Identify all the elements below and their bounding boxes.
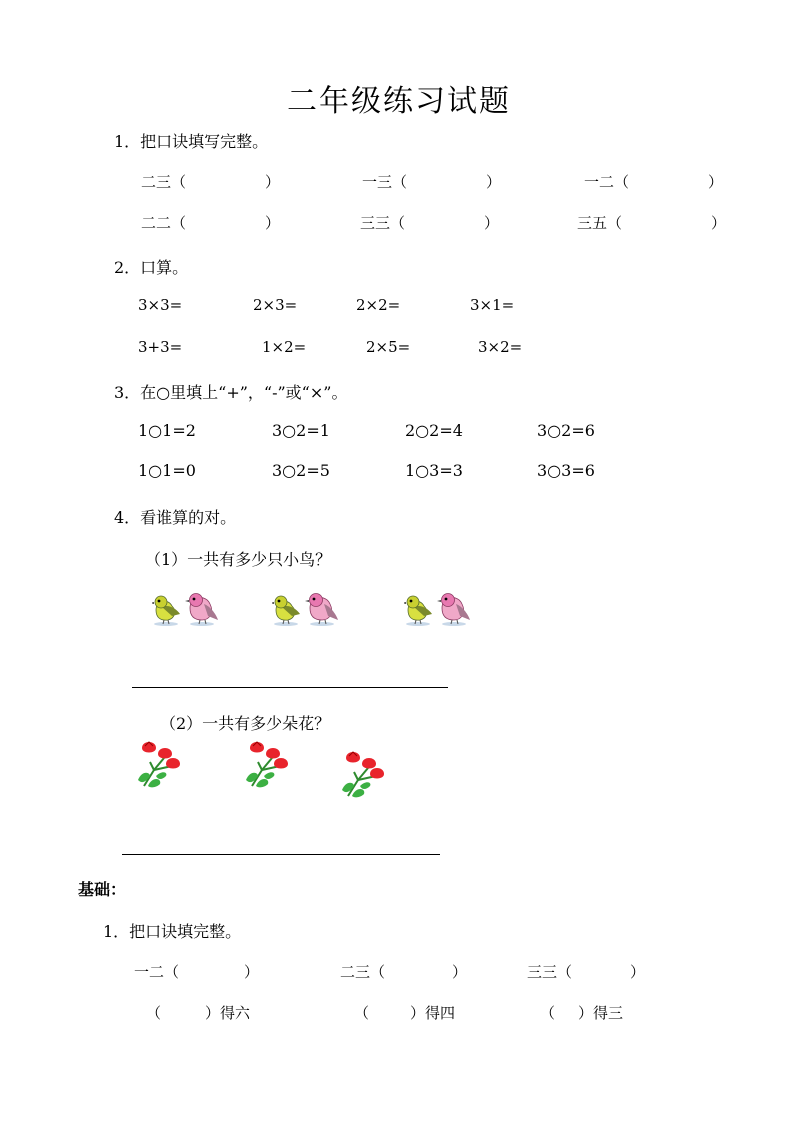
- basic-r1-item3: 三三（: [527, 963, 573, 981]
- q3-r1-item3: 2○2=4: [405, 421, 463, 440]
- answer-line-flowers[interactable]: [122, 854, 440, 855]
- q3-heading: 3．在○里填上“+”，“-”或“×”。: [114, 383, 348, 402]
- bird-group-2: [272, 590, 342, 630]
- q3-r2-item3: 1○3=3: [405, 461, 463, 480]
- page-title: 二年级练习试题: [287, 84, 511, 119]
- q2-r1-item4: 3×1=: [470, 296, 515, 314]
- q1-r2-close1: ）: [265, 214, 281, 232]
- q1-r1-close2: ）: [486, 173, 502, 191]
- q1-r2-close2: ）: [484, 214, 500, 232]
- basic-r1-close1: ）: [244, 963, 260, 981]
- q1-r2-item2: 三三（: [360, 214, 406, 232]
- flower-bunch-2: [244, 740, 290, 790]
- q1-r1-close1: ）: [265, 173, 281, 191]
- q1-r2-item1: 二二（: [141, 214, 187, 232]
- bird-group-1: [152, 590, 222, 630]
- q3-r2-item4: 3○3=6: [537, 461, 595, 480]
- answer-line-birds[interactable]: [132, 687, 448, 688]
- basic-r2-item2: ）得四: [410, 1004, 456, 1022]
- q2-r2-item3: 2×5=: [366, 338, 411, 356]
- basic-r1-item2: 二三（: [340, 963, 386, 981]
- q1-r1-item1: 二三（: [141, 173, 187, 191]
- q3-r2-item2: 3○2=5: [272, 461, 330, 480]
- q3-r1-item1: 1○1=2: [138, 421, 196, 440]
- q1-r2-item3: 三五（: [577, 214, 623, 232]
- q2-r1-item2: 2×3=: [253, 296, 298, 314]
- basic-r1-close3: ）: [630, 963, 646, 981]
- basic-r2-open1: （: [146, 1004, 162, 1022]
- q2-r2-item4: 3×2=: [478, 338, 523, 356]
- q4-sub1: （1）一共有多少只小鸟？: [145, 550, 332, 569]
- q1-r1-item3: 一二（: [584, 173, 630, 191]
- q4-heading: 4．看谁算的对。: [114, 508, 237, 527]
- basic-q1-heading: 1．把口诀填完整。: [103, 922, 242, 941]
- basic-r1-item1: 一二（: [134, 963, 180, 981]
- q2-r2-item1: 3+3=: [138, 338, 183, 356]
- q2-heading: 2．口算。: [114, 258, 189, 277]
- q2-r1-item1: 3×3=: [138, 296, 183, 314]
- basic-r2-open3: （: [540, 1004, 556, 1022]
- q2-r2-item2: 1×2=: [262, 338, 307, 356]
- q3-r2-item1: 1○1=0: [138, 461, 196, 480]
- q3-r1-item4: 3○2=6: [537, 421, 595, 440]
- q4-sub2: （2）一共有多少朵花？: [160, 714, 331, 733]
- flower-bunch-1: [136, 740, 182, 790]
- q1-r1-item2: 一三（: [362, 173, 408, 191]
- basic-heading: 基础：: [78, 880, 127, 899]
- flower-bunch-3: [340, 750, 386, 800]
- basic-r1-close2: ）: [452, 963, 468, 981]
- basic-r2-item3: ）得三: [578, 1004, 624, 1022]
- basic-r2-item1: ）得六: [205, 1004, 251, 1022]
- basic-r2-open2: （: [354, 1004, 370, 1022]
- q3-r1-item2: 3○2=1: [272, 421, 330, 440]
- q1-r2-close3: ）: [711, 214, 727, 232]
- q2-r1-item3: 2×2=: [356, 296, 401, 314]
- q1-heading: 1．把口诀填写完整。: [114, 132, 269, 151]
- bird-group-3: [404, 590, 474, 630]
- q1-r1-close3: ）: [708, 173, 724, 191]
